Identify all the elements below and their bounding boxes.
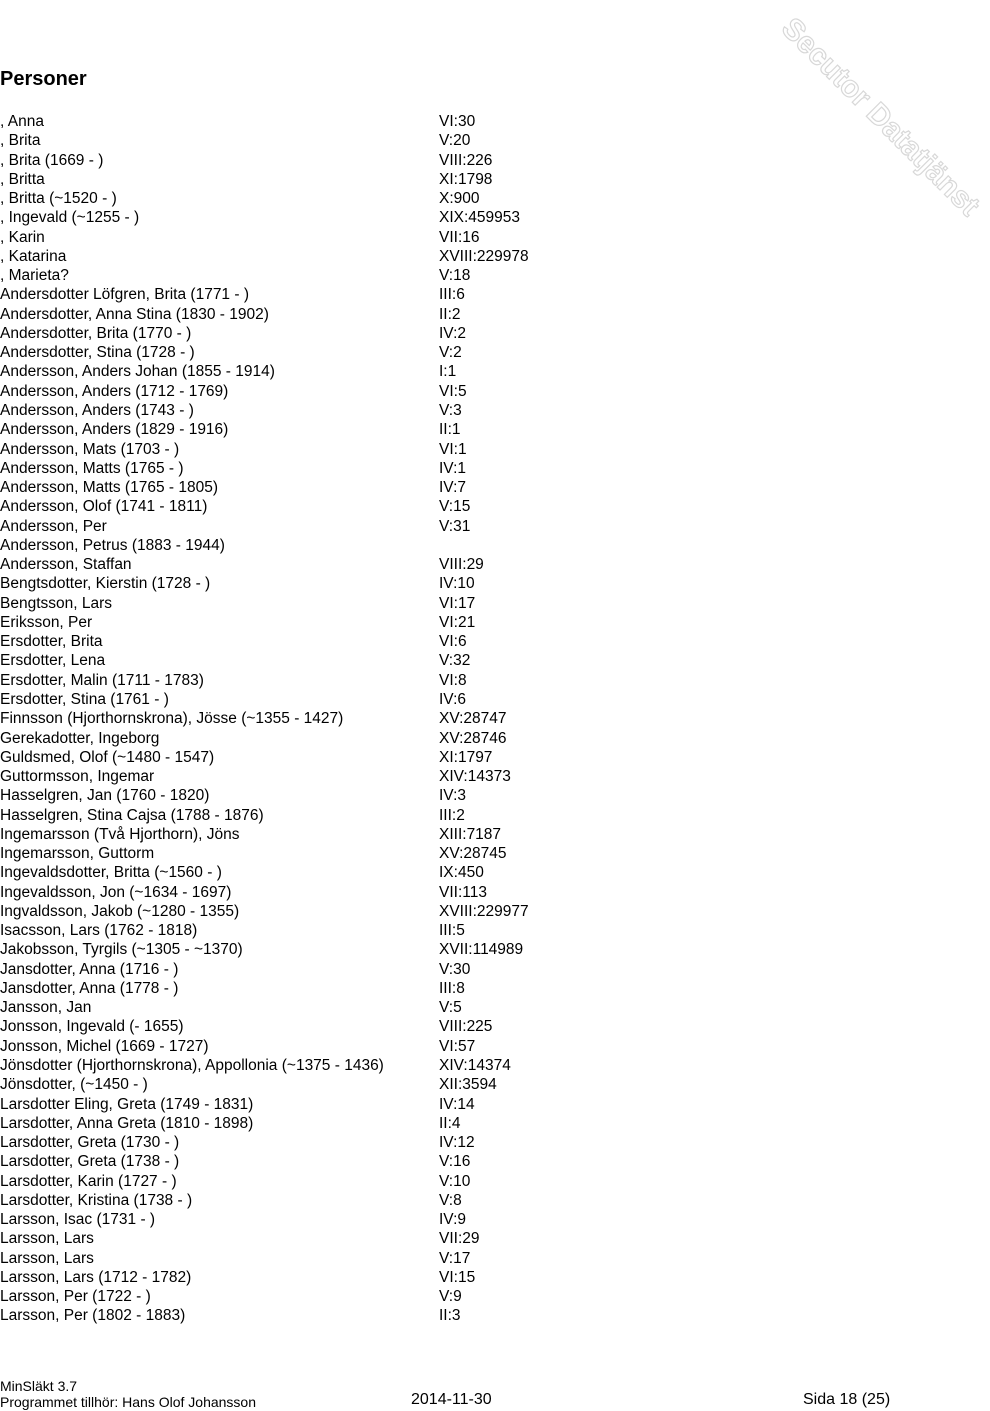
person-row — [0, 863, 960, 882]
person-row — [0, 1152, 960, 1171]
person-name: Ingvaldsson, Jakob (~1280 - 1355) — [0, 902, 240, 920]
person-name: Larsdotter, Anna Greta (1810 - 1898) — [0, 1114, 254, 1132]
person-row — [0, 343, 960, 362]
person-reference: V:16 — [439, 1153, 471, 1171]
person-row — [0, 497, 960, 516]
person-row — [0, 151, 960, 170]
person-name: Jonsson, Ingevald (- 1655) — [0, 1018, 184, 1036]
person-reference: XIV:14374 — [439, 1057, 511, 1075]
person-row — [0, 517, 960, 536]
person-name: Ingevaldsdotter, Britta (~1560 - ) — [0, 864, 222, 882]
person-name: Andersdotter Löfgren, Brita (1771 - ) — [0, 286, 249, 304]
person-list — [0, 112, 960, 1326]
person-reference: VIII:29 — [439, 556, 484, 574]
person-row — [0, 536, 960, 555]
person-row — [0, 748, 960, 767]
footer-app-name: MinSläkt 3.7 — [0, 1378, 78, 1394]
page-footer — [0, 1378, 960, 1411]
person-name: Larsson, Isac (1731 - ) — [0, 1211, 156, 1229]
person-row — [0, 729, 960, 748]
person-row — [0, 247, 960, 266]
person-row — [0, 382, 960, 401]
person-row — [0, 1268, 960, 1287]
person-name: Larsdotter, Greta (1738 - ) — [0, 1153, 180, 1171]
person-name: Larsson, Lars (1712 - 1782) — [0, 1268, 192, 1286]
person-reference: XV:28745 — [439, 845, 507, 863]
person-name: Andersson, Anders Johan (1855 - 1914) — [0, 363, 275, 381]
person-reference: VII:29 — [439, 1230, 480, 1248]
person-row — [0, 1210, 960, 1229]
footer-page-number: Sida 18 (25) — [803, 1391, 891, 1408]
person-name: Andersson, Per — [0, 517, 107, 535]
person-row — [0, 1229, 960, 1248]
person-row — [0, 1075, 960, 1094]
person-name: Andersson, Anders (1712 - 1769) — [0, 382, 229, 400]
person-reference: V:18 — [439, 267, 471, 285]
person-reference: XV:28747 — [439, 710, 507, 728]
person-name: , Karin — [0, 228, 45, 246]
person-name: Gerekadotter, Ingeborg — [0, 729, 160, 747]
person-row — [0, 1037, 960, 1056]
person-name: Ersdotter, Brita — [0, 633, 103, 651]
person-reference: XVIII:229978 — [439, 247, 529, 265]
person-name: Andersson, Anders (1743 - ) — [0, 401, 194, 419]
person-reference: IV:9 — [439, 1211, 466, 1229]
person-name: Andersdotter, Stina (1728 - ) — [0, 344, 195, 362]
person-name: Guttormsson, Ingemar — [0, 768, 155, 786]
page-title: Personer — [0, 68, 87, 90]
person-row — [0, 1191, 960, 1210]
person-reference: VII:16 — [439, 228, 480, 246]
person-row — [0, 1017, 960, 1036]
person-name: Eriksson, Per — [0, 613, 93, 631]
person-row — [0, 651, 960, 670]
person-row — [0, 902, 960, 921]
person-name: , Ingevald (~1255 - ) — [0, 209, 140, 227]
person-name: , Brita — [0, 132, 41, 150]
person-row — [0, 285, 960, 304]
person-reference: II:1 — [439, 421, 461, 439]
person-row — [0, 1287, 960, 1306]
person-name: Jansdotter, Anna (1716 - ) — [0, 960, 179, 978]
person-name: Andersson, Matts (1765 - 1805) — [0, 479, 218, 497]
person-reference: IV:2 — [439, 324, 466, 342]
person-reference: V:20 — [439, 132, 471, 150]
person-row — [0, 767, 960, 786]
person-row — [0, 806, 960, 825]
person-reference: III:6 — [439, 286, 465, 304]
person-reference: IV:14 — [439, 1095, 475, 1113]
person-reference: V:8 — [439, 1191, 462, 1209]
person-row — [0, 324, 960, 343]
person-name: Finnsson (Hjorthornskrona), Jösse (~1355 - 1427) — [0, 710, 344, 728]
person-reference: IV:3 — [439, 787, 466, 805]
person-name: Andersson, Mats (1703 - ) — [0, 440, 180, 458]
person-row — [0, 883, 960, 902]
person-row — [0, 266, 960, 285]
person-row — [0, 632, 960, 651]
person-name: Larsson, Per (1802 - 1883) — [0, 1307, 186, 1325]
person-name: Bengtsdotter, Kierstin (1728 - ) — [0, 575, 211, 593]
person-row — [0, 208, 960, 227]
person-name: Bengtsson, Lars — [0, 594, 113, 612]
person-reference: VI:17 — [439, 594, 476, 612]
person-reference: VIII:226 — [439, 151, 493, 169]
person-reference: IV:6 — [439, 690, 466, 708]
person-reference: V:31 — [439, 517, 471, 535]
person-reference: III:2 — [439, 806, 465, 824]
person-reference: VI:30 — [439, 113, 476, 130]
person-reference: VI:15 — [439, 1268, 476, 1286]
person-reference: IV:7 — [439, 479, 466, 497]
person-row — [0, 305, 960, 324]
person-reference: I:1 — [439, 363, 457, 381]
person-reference: II:2 — [439, 305, 461, 323]
person-name: Andersson, Staffan — [0, 556, 132, 574]
person-name: Ersdotter, Lena — [0, 652, 106, 670]
person-reference: IV:10 — [439, 575, 475, 593]
person-name: Hasselgren, Jan (1760 - 1820) — [0, 787, 210, 805]
person-row — [0, 112, 960, 131]
person-reference: V:32 — [439, 652, 471, 670]
person-reference: IX:450 — [439, 864, 484, 882]
person-reference: VI:5 — [439, 382, 467, 400]
person-reference: XV:28746 — [439, 729, 507, 747]
person-name: , Brita (1669 - ) — [0, 151, 104, 169]
person-name: Andersdotter, Brita (1770 - ) — [0, 324, 192, 342]
person-reference: V:10 — [439, 1172, 471, 1190]
person-name: Ingevaldsson, Jon (~1634 - 1697) — [0, 883, 232, 901]
person-name: , Britta — [0, 170, 45, 188]
person-reference: V:15 — [439, 498, 471, 516]
person-row — [0, 1133, 960, 1152]
footer-owner: Programmet tillhör: Hans Olof Johansson — [0, 1394, 256, 1410]
person-row — [0, 228, 960, 247]
person-name: Larsson, Lars — [0, 1249, 94, 1267]
person-row — [0, 979, 960, 998]
person-row — [0, 1095, 960, 1114]
person-name: Andersdotter, Anna Stina (1830 - 1902) — [0, 305, 269, 323]
person-row — [0, 690, 960, 709]
person-row — [0, 362, 960, 381]
person-row — [0, 401, 960, 420]
person-row — [0, 440, 960, 459]
person-row — [0, 459, 960, 478]
person-name: Hasselgren, Stina Cajsa (1788 - 1876) — [0, 806, 264, 824]
person-row — [0, 1306, 960, 1325]
person-name: Larsdotter, Greta (1730 - ) — [0, 1134, 180, 1152]
person-reference: V:5 — [439, 999, 462, 1017]
person-name: Larsson, Lars — [0, 1230, 94, 1248]
person-reference: III:5 — [439, 922, 465, 940]
person-row — [0, 613, 960, 632]
person-name: , Katarina — [0, 247, 67, 265]
person-reference: VI:8 — [439, 671, 467, 689]
person-name: Ingemarsson (Två Hjorthorn), Jöns — [0, 825, 240, 843]
person-name: Andersson, Olof (1741 - 1811) — [0, 498, 208, 516]
person-name: Andersson, Petrus (1883 - 1944) — [0, 536, 225, 554]
person-reference: II:3 — [439, 1307, 461, 1325]
person-reference: XVIII:229977 — [439, 902, 529, 920]
person-reference: IV:12 — [439, 1134, 475, 1152]
person-row — [0, 555, 960, 574]
watermark-text: Secutor Datatjänst — [775, 11, 986, 223]
person-row — [0, 594, 960, 613]
person-name: Ingemarsson, Guttorm — [0, 845, 155, 863]
person-row — [0, 1056, 960, 1075]
person-name: Jonsson, Michel (1669 - 1727) — [0, 1037, 209, 1055]
person-reference: XIV:14373 — [439, 768, 511, 786]
person-name: Jakobsson, Tyrgils (~1305 - ~1370) — [0, 941, 243, 959]
person-reference: V:2 — [439, 344, 462, 362]
person-name: Jansdotter, Anna (1778 - ) — [0, 979, 179, 997]
person-reference: V:17 — [439, 1249, 471, 1267]
person-row — [0, 998, 960, 1017]
person-name: Andersson, Matts (1765 - ) — [0, 459, 184, 477]
person-row — [0, 189, 960, 208]
person-reference: XVII:114989 — [439, 941, 524, 959]
person-row — [0, 786, 960, 805]
person-name: Jönsdotter (Hjorthornskrona), Appollonia (~1375 - 1436) — [0, 1057, 384, 1075]
person-reference: XIX:459953 — [439, 209, 521, 227]
person-row — [0, 420, 960, 439]
person-row — [0, 131, 960, 150]
person-name: , Britta (~1520 - ) — [0, 190, 117, 208]
person-name: Isacsson, Lars (1762 - 1818) — [0, 922, 198, 940]
person-reference: VI:57 — [439, 1037, 476, 1055]
person-reference: V:9 — [439, 1288, 462, 1306]
person-reference: VI:6 — [439, 633, 467, 651]
person-reference: III:8 — [439, 979, 465, 997]
person-name: Larsdotter, Kristina (1738 - ) — [0, 1191, 193, 1209]
person-row — [0, 478, 960, 497]
person-row — [0, 1172, 960, 1191]
person-reference: VIII:225 — [439, 1018, 493, 1036]
person-reference: XIII:7187 — [439, 825, 502, 843]
person-reference: VII:113 — [439, 883, 487, 901]
person-reference: XI:1798 — [439, 170, 493, 188]
person-name: Andersson, Anders (1829 - 1916) — [0, 421, 229, 439]
person-name: Guldsmed, Olof (~1480 - 1547) — [0, 748, 215, 766]
person-row — [0, 960, 960, 979]
person-row — [0, 825, 960, 844]
person-name: Larsdotter, Karin (1727 - ) — [0, 1172, 177, 1190]
person-row — [0, 921, 960, 940]
person-reference: VI:21 — [439, 613, 476, 631]
person-name: , Marieta? — [0, 267, 69, 285]
person-row — [0, 709, 960, 728]
person-row — [0, 1249, 960, 1268]
person-reference: II:4 — [439, 1114, 461, 1132]
person-row — [0, 1114, 960, 1133]
person-reference: XII:3594 — [439, 1076, 497, 1094]
person-name: Larsdotter Eling, Greta (1749 - 1831) — [0, 1095, 254, 1113]
person-name: Ersdotter, Malin (1711 - 1783) — [0, 671, 204, 689]
person-reference: X:900 — [439, 190, 480, 208]
person-row — [0, 844, 960, 863]
person-row — [0, 671, 960, 690]
person-reference: IV:1 — [439, 459, 466, 477]
person-name: Jansson, Jan — [0, 999, 92, 1017]
person-name: Ersdotter, Stina (1761 - ) — [0, 690, 169, 708]
person-row — [0, 940, 960, 959]
person-row — [0, 170, 960, 189]
person-reference: V:30 — [439, 960, 471, 978]
footer-date: 2014-11-30 — [411, 1391, 492, 1408]
person-name: , Anna — [0, 113, 44, 130]
person-reference: XI:1797 — [439, 748, 493, 766]
person-row — [0, 574, 960, 593]
person-name: Larsson, Per (1722 - ) — [0, 1288, 151, 1306]
person-reference: V:3 — [439, 401, 462, 419]
person-name: Jönsdotter, (~1450 - ) — [0, 1076, 148, 1094]
person-reference: VI:1 — [439, 440, 467, 458]
